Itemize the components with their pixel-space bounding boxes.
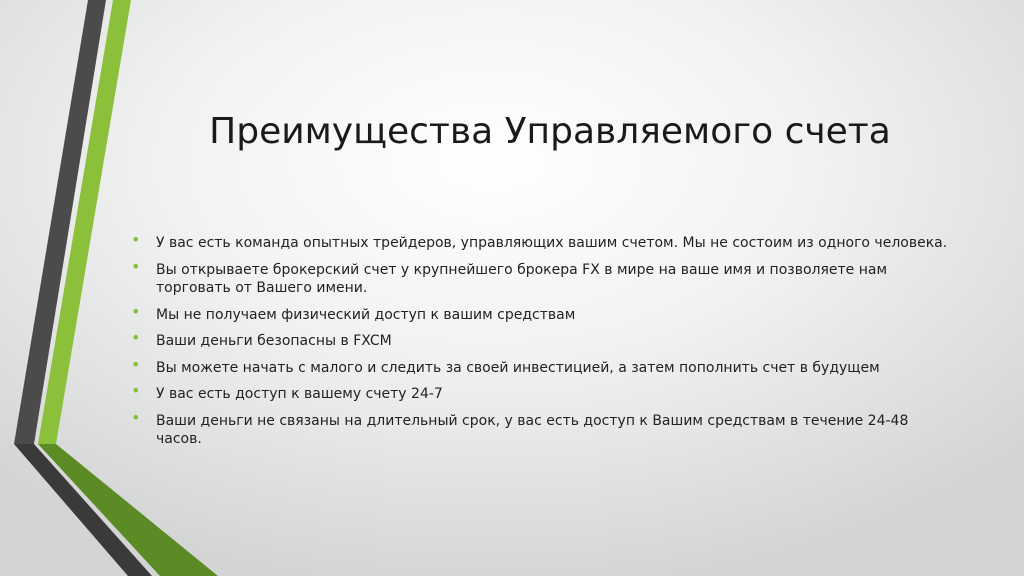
bullet-text: Вы можете начать с малого и следить за своей инвестицией, а затем пополнить счет в будущем xyxy=(156,359,880,376)
bullet-text: Ваши деньги не связаны на длительный срок, у вас есть доступ к Вашим средствам в течение 24-48 часов. xyxy=(156,412,909,447)
slide-title: Преимущества Управляемого счета xyxy=(209,111,891,152)
bullet-icon: • xyxy=(131,328,141,347)
bullet-item xyxy=(130,256,950,298)
bullet-list xyxy=(130,230,950,457)
bullet-icon: • xyxy=(131,381,141,400)
bullet-text: Мы не получаем физический доступ к вашим средствам xyxy=(156,306,576,323)
bullet-text: Ваши деньги безопасны в FXCM xyxy=(156,333,392,349)
bullet-text: Вы открываете брокерский счет у крупнейшего брокера FX в мире на ваше имя и позволяете нам торговать от Вашего имени. xyxy=(156,261,888,296)
bullet-icon: • xyxy=(131,256,141,276)
bullet-item xyxy=(130,230,950,253)
bullet-item xyxy=(130,301,950,325)
bullet-icon: • xyxy=(131,301,141,321)
bullet-icon: • xyxy=(131,407,141,427)
bullet-item xyxy=(130,354,950,378)
bullet-item xyxy=(130,381,950,404)
bullet-icon: • xyxy=(131,354,141,374)
bullet-item xyxy=(130,407,950,449)
bullet-text: У вас есть доступ к вашему счету 24-7 xyxy=(156,386,443,402)
bullet-icon: • xyxy=(131,230,141,249)
bullet-item xyxy=(130,328,950,351)
bullet-text: У вас есть команда опытных трейдеров, управляющих вашим счетом. Мы не состоим из одного человека. xyxy=(156,235,948,251)
